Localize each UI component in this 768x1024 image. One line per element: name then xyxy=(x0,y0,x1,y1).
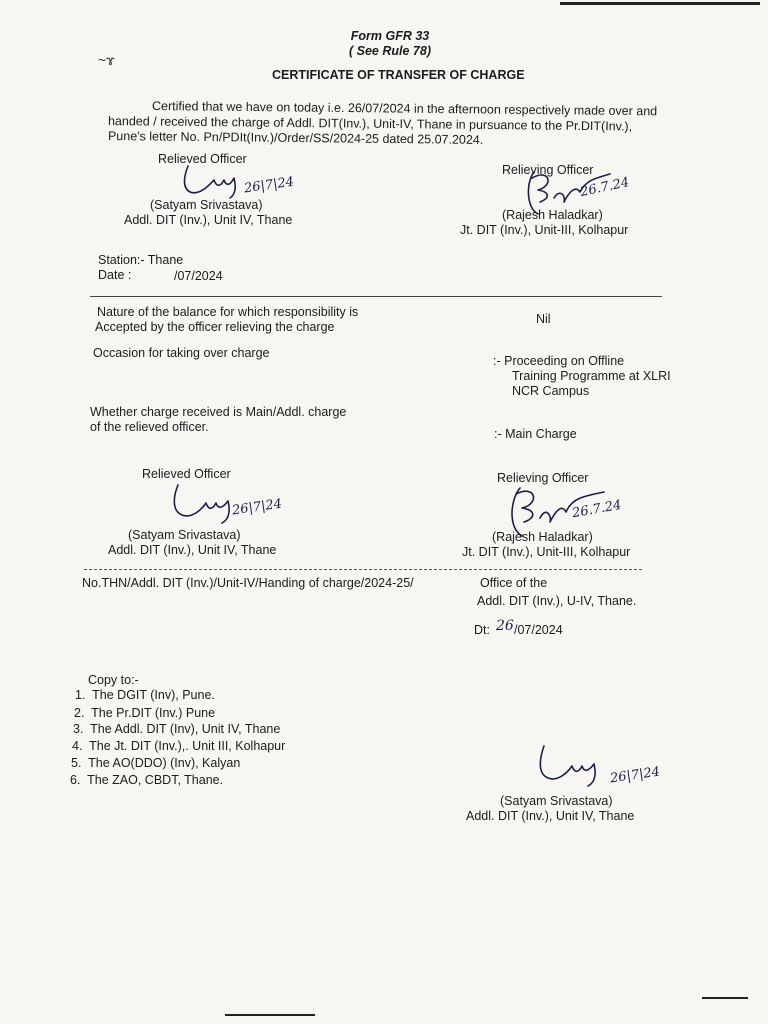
dt-label: Dt: xyxy=(474,623,490,637)
copy-to-item: 6. The ZAO, CBDT, Thane. xyxy=(70,773,224,787)
final-signatory-name: (Satyam Srivastava) xyxy=(500,794,613,808)
copy-to-item: 4. The Jt. DIT (Inv.),. Unit III, Kolhapur xyxy=(72,739,286,753)
detail-occasion-value: NCR Campus xyxy=(512,384,590,398)
copy-to-item: 3. The Addl. DIT (Inv), Unit IV, Thane xyxy=(73,722,281,736)
form-rule: ( See Rule 78) xyxy=(349,44,431,58)
relieving-officer-label: Relieving Officer xyxy=(502,163,594,177)
copy-to-item-text: The Jt. DIT (Inv.),. Unit III, Kolhapur xyxy=(89,739,286,753)
office-line: Addl. DIT (Inv.), U-IV, Thane. xyxy=(477,594,637,608)
dt-value: /07/2024 xyxy=(514,623,563,637)
reference-number: No.THN/Addl. DIT (Inv.)/Unit-IV/Handing of charge/2024-25/ xyxy=(82,576,414,590)
detail-charge-label: Whether charge received is Main/Addl. charge xyxy=(90,405,347,419)
copy-to-item-text: The AO(DDO) (Inv), Kalyan xyxy=(88,756,241,770)
relieving-officer-designation: Jt. DIT (Inv.), Unit-III, Kolhapur xyxy=(460,223,629,237)
relieved-officer-name: (Satyam Srivastava) xyxy=(150,198,263,212)
bottom-edge-mark xyxy=(225,1014,315,1016)
detail-charge-value: :- Main Charge xyxy=(494,427,577,441)
detail-charge-label: of the relieved officer. xyxy=(90,420,209,434)
relieved-officer-label-2: Relieved Officer xyxy=(142,467,231,481)
detail-balance-value: Nil xyxy=(536,312,551,326)
final-signatory-designation: Addl. DIT (Inv.), Unit IV, Thane xyxy=(466,809,635,823)
date-label: Date : xyxy=(98,268,132,282)
final-sign-date: 26|7|24 xyxy=(609,764,661,787)
document-title: CERTIFICATE OF TRANSFER OF CHARGE xyxy=(272,68,525,82)
dt-handwritten-day: 26 xyxy=(496,618,514,634)
relieved-sign-date: 26|7|24 xyxy=(243,174,295,197)
copy-to-item-text: The DGIT (Inv), Pune. xyxy=(92,688,215,702)
copy-to-item-text: The Pr.DIT (Inv.) Pune xyxy=(91,706,216,720)
form-name: Form GFR 33 xyxy=(350,29,430,43)
relieving-officer-name: (Rajesh Haladkar) xyxy=(502,208,603,222)
copy-to-heading: Copy to:- xyxy=(88,673,139,687)
copy-to-item: 1. The DGIT (Inv), Pune. xyxy=(75,688,215,702)
office-line: Office of the xyxy=(480,576,548,590)
relieved-officer-designation: Addl. DIT (Inv.), Unit IV, Thane xyxy=(124,213,293,227)
relieved-officer-designation-2: Addl. DIT (Inv.), Unit IV, Thane xyxy=(108,543,277,557)
relieved-officer-name-2: (Satyam Srivastava) xyxy=(128,528,241,542)
relieving-sign-date-2: 26.7.24 xyxy=(571,497,623,522)
bottom-right-mark xyxy=(702,997,748,999)
certificate-line: handed / received the charge of Addl. DIT(Inv.), Unit-IV, Thane in pursuance to the Pr.DIT(Inv.), xyxy=(107,114,633,134)
detail-occasion-value: Training Programme at XLRI xyxy=(512,369,671,383)
relieved-officer-label: Relieved Officer xyxy=(158,152,247,166)
relieved-sign-date-2: 26|7|24 xyxy=(231,496,283,519)
detail-balance-label: Accepted by the officer relieving the charge xyxy=(95,320,335,334)
certificate-line: Certified that we have on today i.e. 26/07/2024 in the afternoon respectively made over and xyxy=(151,99,658,119)
detail-occasion-label: Occasion for taking over charge xyxy=(93,346,270,360)
copy-to-item: 2. The Pr.DIT (Inv.) Pune xyxy=(74,706,216,720)
corner-scribble: ~ɤ xyxy=(98,52,115,68)
station: Station:- Thane xyxy=(98,253,184,267)
relieving-sign-date: 26.7.24 xyxy=(578,175,631,200)
copy-to-item-text: The Addl. DIT (Inv), Unit IV, Thane xyxy=(90,722,281,736)
date-value: /07/2024 xyxy=(174,269,223,283)
copy-to-item: 5. The AO(DDO) (Inv), Kalyan xyxy=(71,756,241,770)
detail-balance-label: Nature of the balance for which responsibility is xyxy=(97,305,359,319)
detail-occasion-value: :- Proceeding on Offline xyxy=(493,354,625,368)
top-edge-mark xyxy=(560,2,760,5)
dashed-divider xyxy=(84,569,642,570)
certificate-line: Pune's letter No. Pn/PDIt(Inv.)/Order/SS/2024-25 dated 25.07.2024. xyxy=(107,129,484,147)
relieving-officer-label-2: Relieving Officer xyxy=(497,471,589,485)
copy-to-item-text: The ZAO, CBDT, Thane. xyxy=(87,773,224,787)
relieving-officer-name-2: (Rajesh Haladkar) xyxy=(492,530,593,544)
section-divider xyxy=(90,296,662,297)
relieving-officer-designation-2: Jt. DIT (Inv.), Unit-III, Kolhapur xyxy=(462,545,631,559)
